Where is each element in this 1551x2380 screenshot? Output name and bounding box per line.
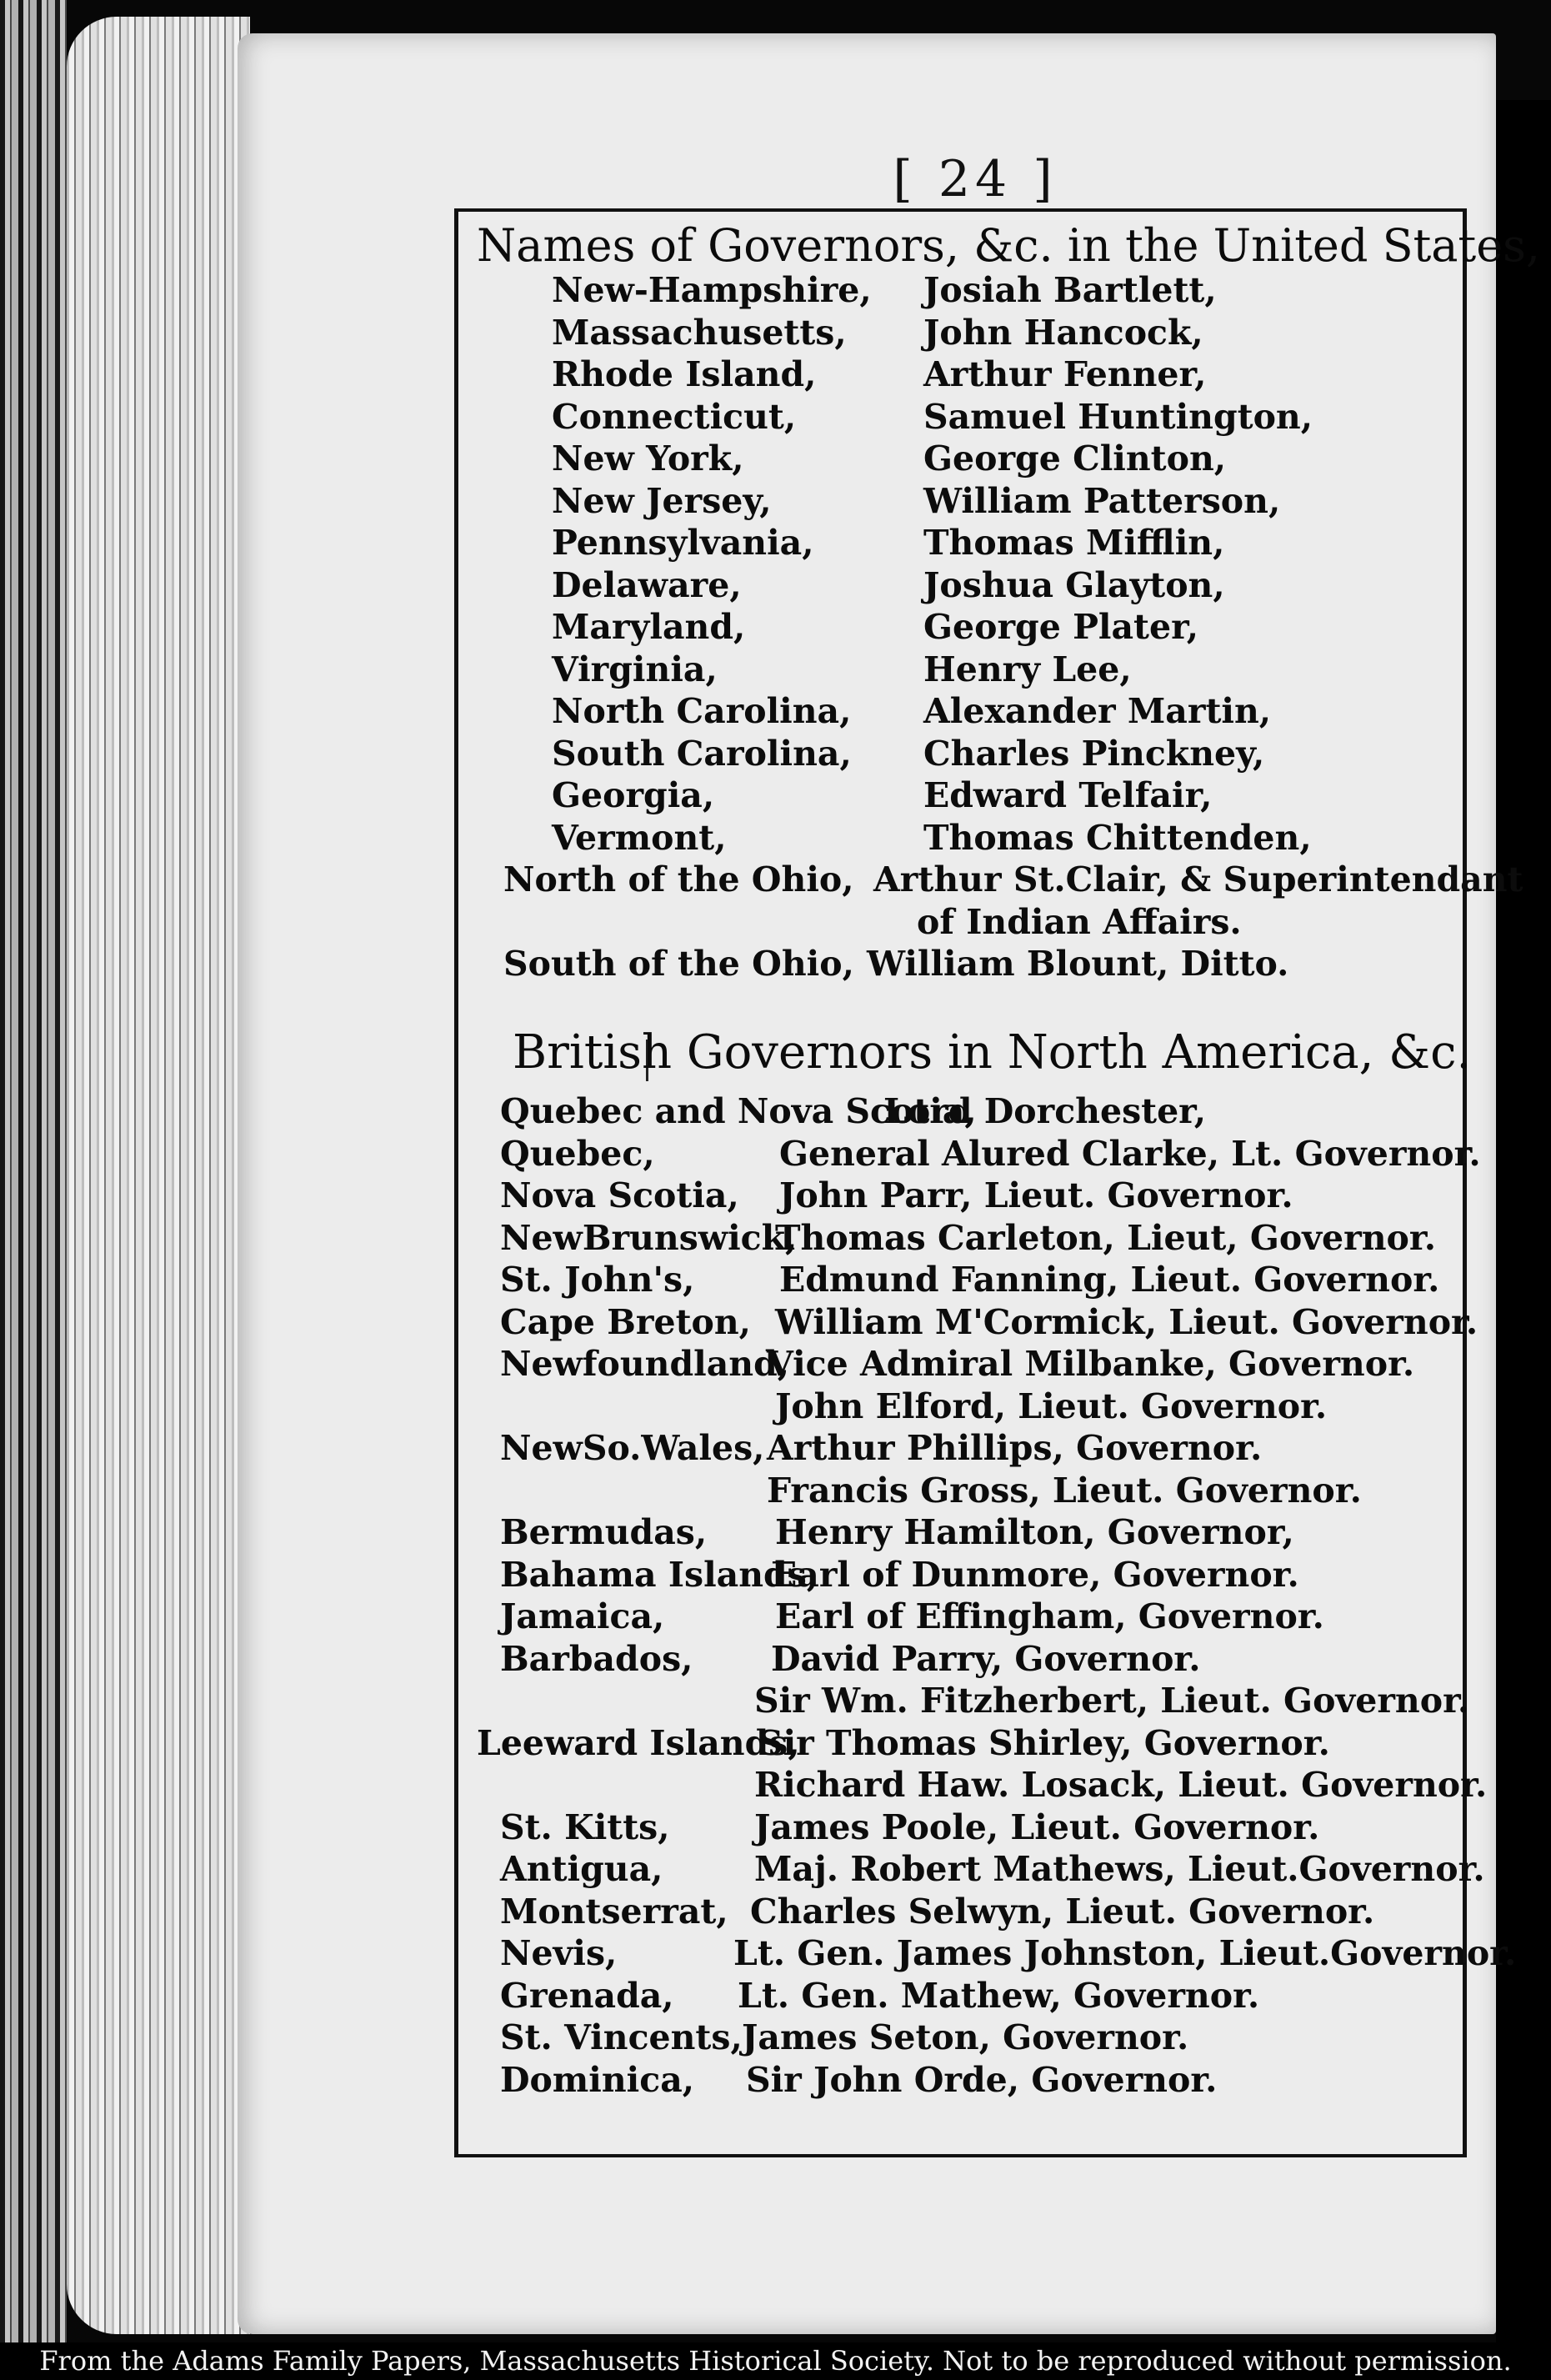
governor-name: Vice Admiral Milbanke, Governor. [767,1344,1415,1384]
governor-name: Thomas Carleton, Lieut, Governor. [775,1217,1436,1258]
governor-name: Maj. Robert Mathews, Lieut.Governor. [754,1849,1485,1889]
governor-name: Sir John Orde, Governor. [746,2059,1218,2100]
governor-name: Sir Wm. Fitzherbert, Lieut. Governor. [754,1681,1470,1721]
region-name: St. Vincents, [500,2017,743,2057]
governor-name: David Parry, Governor. [771,1638,1201,1679]
governor-name: Edward Telfair, [923,775,1213,815]
region-name: Connecticut, [552,396,797,437]
region-name: Maryland, [552,607,746,647]
region-name: New-Hampshire, [552,270,872,310]
governor-name: Samuel Huntington, [923,396,1313,437]
governor-name: Arthur St.Clair, & Superintendant [873,859,1523,899]
region-name: Leeward Islands, [477,1722,800,1763]
region-name: Grenada, [500,1975,674,2016]
region-name: Jamaica, [500,1596,665,1636]
region-name: New Jersey, [552,480,772,521]
region-name: Bermudas, [500,1512,708,1552]
region-name: Massachusetts, [552,312,847,353]
governor-name: Arthur Fenner, [923,354,1207,394]
governor-name: Edmund Fanning, Lieut. Governor. [779,1260,1440,1300]
us-governors-heading: Names of Governors, &c. in the United States, [477,219,1541,272]
region-name: Barbados, [500,1638,693,1679]
region-name: Montserrat, [500,1891,728,1932]
region-name: Rhode Island, [552,354,817,394]
governor-name: Charles Pinckney, [923,733,1265,774]
governor-name: James Poole, Lieut. Governor. [754,1806,1320,1847]
governor-name: George Clinton, [923,438,1227,479]
region-name: South of the Ohio, [503,944,854,984]
governor-name: Henry Hamilton, Governor, [775,1512,1294,1552]
region-name: Delaware, [552,564,742,605]
governor-name: Lord Dorchester, [883,1091,1207,1131]
region-name: Quebec and Nova Scotia, [500,1091,977,1131]
governor-name: Josiah Bartlett, [923,270,1217,310]
governor-name: Thomas Chittenden, [923,817,1312,858]
governor-name: John Parr, Lieut. Governor. [779,1175,1293,1215]
governor-name: James Seton, Governor. [742,2017,1189,2057]
british-governors-heading: British Governors in North America, &c. [513,1025,1472,1080]
region-name: NewSo.Wales, [500,1428,765,1468]
region-name: New York, [552,438,744,479]
governor-name: Francis Gross, Lieut. Governor. [767,1470,1362,1511]
region-name: Newfoundland, [500,1344,790,1384]
region-name: Dominica, [500,2059,695,2100]
governor-name: Lt. Gen. James Johnston, Lieut.Governor. [733,1933,1517,1973]
governor-name: George Plater, [923,607,1198,647]
governor-name: Alexander Martin, [923,691,1272,731]
region-name: Bahama Islands, [500,1554,819,1595]
governor-name: of Indian Affairs. [917,901,1242,942]
governor-name: Arthur Phillips, Governor. [767,1428,1263,1468]
governor-name: Earl of Dunmore, Governor. [771,1554,1299,1595]
region-name: South Carolina, [552,733,852,774]
governor-name: General Alured Clarke, Lt. Governor. [779,1133,1481,1174]
governor-name: John Elford, Lieut. Governor. [775,1385,1328,1426]
region-name: North Carolina, [552,691,852,731]
governor-name: Thomas Mifflin, [923,523,1225,563]
region-name: Vermont, [552,817,727,858]
region-name: St. Kitts, [500,1806,670,1847]
region-name: NewBrunswick, [500,1217,798,1258]
governor-name: John Hancock, [923,312,1203,353]
governor-name: Sir Thomas Shirley, Governor. [758,1722,1330,1763]
governor-name: Earl of Effingham, Governor. [775,1596,1324,1636]
governor-name: Charles Selwyn, Lieut. Governor. [750,1891,1375,1932]
region-name: Pennsylvania, [552,523,814,563]
governor-name: William Patterson, [923,480,1281,521]
region-name: Quebec, [500,1133,655,1174]
region-name: North of the Ohio, [503,859,854,899]
governor-name: William M'Cormick, Lieut. Governor. [775,1301,1478,1342]
book-spine [0,0,67,2342]
region-name: Nevis, [500,1933,618,1973]
facing-page-shadow [1496,100,1551,2342]
governor-name: William Blount, Ditto. [867,944,1289,984]
page-edges [67,17,250,2334]
page-number: [ 24 ] [893,150,1058,208]
archive-caption: From the Adams Family Papers, Massachusetts Historical Society. Not to be reproduced without permission. [0,2342,1551,2380]
governor-name: Joshua Glayton, [923,564,1225,605]
governor-name: Lt. Gen. Mathew, Governor. [738,1975,1260,2016]
region-name: St. John's, [500,1260,695,1300]
region-name: Nova Scotia, [500,1175,739,1215]
region-name: Virginia, [552,649,718,689]
region-name: Antigua, [500,1849,663,1889]
region-name: Georgia, [552,775,715,815]
governor-name: Richard Haw. Losack, Lieut. Governor. [754,1765,1488,1805]
region-name: Cape Breton, [500,1301,751,1342]
governor-name: Henry Lee, [923,649,1132,689]
